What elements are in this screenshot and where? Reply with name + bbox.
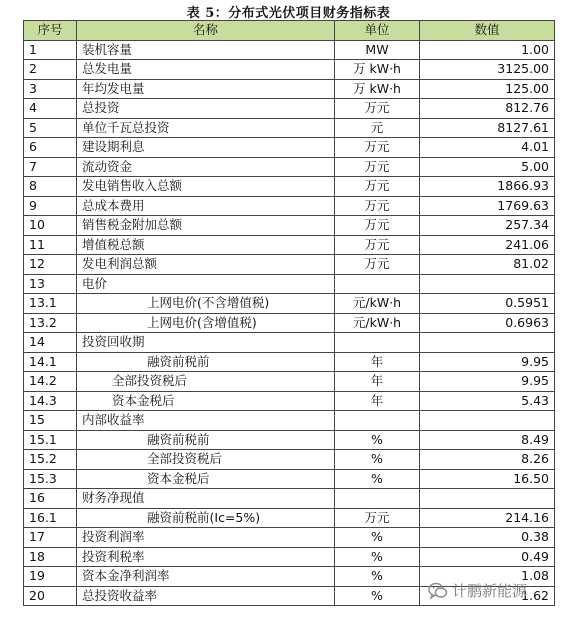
row-index: 14.2 bbox=[24, 372, 77, 392]
row-name: 发电销售收入总额 bbox=[77, 177, 335, 197]
table-row bbox=[24, 235, 555, 255]
row-index: 13.2 bbox=[24, 313, 77, 333]
table-row bbox=[24, 313, 555, 333]
row-value: 214.16 bbox=[420, 508, 555, 528]
row-index: 6 bbox=[24, 138, 77, 158]
wechat-icon bbox=[428, 582, 448, 600]
row-index: 20 bbox=[24, 586, 77, 606]
table-row bbox=[24, 508, 555, 528]
row-unit: % bbox=[335, 567, 420, 587]
financial-indicators-table bbox=[23, 20, 555, 606]
row-value bbox=[420, 274, 555, 294]
row-index: 10 bbox=[24, 216, 77, 236]
table-row bbox=[24, 294, 555, 314]
table-row bbox=[24, 196, 555, 216]
header-value: 数值 bbox=[420, 21, 555, 41]
row-unit bbox=[335, 333, 420, 353]
row-index: 3 bbox=[24, 79, 77, 99]
row-index: 19 bbox=[24, 567, 77, 587]
row-name: 融资前税前 bbox=[77, 352, 335, 372]
row-unit: 万元 bbox=[335, 99, 420, 119]
table-row bbox=[24, 333, 555, 353]
row-value: 8127.61 bbox=[420, 118, 555, 138]
watermark-text: 计鹏新能源 bbox=[452, 582, 528, 600]
row-name: 投资利税率 bbox=[77, 547, 335, 567]
row-unit: % bbox=[335, 586, 420, 606]
row-unit: 万元 bbox=[335, 177, 420, 197]
table-row bbox=[24, 177, 555, 197]
row-name: 投资回收期 bbox=[77, 333, 335, 353]
row-index: 17 bbox=[24, 528, 77, 548]
row-unit: 元/kW·h bbox=[335, 294, 420, 314]
row-value: 1866.93 bbox=[420, 177, 555, 197]
row-value: 0.49 bbox=[420, 547, 555, 567]
table-row bbox=[24, 40, 555, 60]
row-name: 融资前税前(Ic=5%) bbox=[77, 508, 335, 528]
table-row bbox=[24, 99, 555, 119]
row-value: 81.02 bbox=[420, 255, 555, 275]
table-row bbox=[24, 255, 555, 275]
row-name: 总投资 bbox=[77, 99, 335, 119]
row-value: 0.6963 bbox=[420, 313, 555, 333]
row-index: 16 bbox=[24, 489, 77, 509]
row-value: 5.43 bbox=[420, 391, 555, 411]
row-name: 全部投资税后 bbox=[77, 450, 335, 470]
row-unit: % bbox=[335, 430, 420, 450]
row-unit bbox=[335, 411, 420, 431]
row-index: 2 bbox=[24, 60, 77, 80]
row-name: 全部投资税后 bbox=[77, 372, 335, 392]
row-value: 4.01 bbox=[420, 138, 555, 158]
row-index: 18 bbox=[24, 547, 77, 567]
row-value: 125.00 bbox=[420, 79, 555, 99]
row-unit: 万 kW·h bbox=[335, 60, 420, 80]
row-value: 9.95 bbox=[420, 372, 555, 392]
row-name: 流动资金 bbox=[77, 157, 335, 177]
row-name: 总投资收益率 bbox=[77, 586, 335, 606]
row-name: 建设期利息 bbox=[77, 138, 335, 158]
row-name: 融资前税前 bbox=[77, 430, 335, 450]
table-header-row bbox=[24, 21, 555, 41]
header-unit: 单位 bbox=[335, 21, 420, 41]
row-index: 12 bbox=[24, 255, 77, 275]
table-row bbox=[24, 216, 555, 236]
row-unit: 万元 bbox=[335, 138, 420, 158]
table-row bbox=[24, 118, 555, 138]
row-unit: % bbox=[335, 528, 420, 548]
row-unit: 元 bbox=[335, 118, 420, 138]
row-name: 发电利润总额 bbox=[77, 255, 335, 275]
row-unit: 万元 bbox=[335, 216, 420, 236]
row-name: 电价 bbox=[77, 274, 335, 294]
table-row bbox=[24, 450, 555, 470]
row-unit bbox=[335, 274, 420, 294]
row-value: 812.76 bbox=[420, 99, 555, 119]
row-value bbox=[420, 411, 555, 431]
table-row bbox=[24, 372, 555, 392]
row-value: 9.95 bbox=[420, 352, 555, 372]
table-row bbox=[24, 274, 555, 294]
row-unit: 万元 bbox=[335, 196, 420, 216]
row-unit bbox=[335, 489, 420, 509]
row-index: 15.2 bbox=[24, 450, 77, 470]
table-row bbox=[24, 352, 555, 372]
row-name: 内部收益率 bbox=[77, 411, 335, 431]
row-name: 装机容量 bbox=[77, 40, 335, 60]
row-value: 5.00 bbox=[420, 157, 555, 177]
row-unit: 万元 bbox=[335, 235, 420, 255]
row-name: 总成本费用 bbox=[77, 196, 335, 216]
row-name: 年均发电量 bbox=[77, 79, 335, 99]
row-index: 16.1 bbox=[24, 508, 77, 528]
row-index: 7 bbox=[24, 157, 77, 177]
row-name: 总发电量 bbox=[77, 60, 335, 80]
row-name: 投资利润率 bbox=[77, 528, 335, 548]
row-name: 销售税金附加总额 bbox=[77, 216, 335, 236]
row-name: 资本金税后 bbox=[77, 469, 335, 489]
table-title: 表 5：分布式光伏项目财务指标表 bbox=[186, 6, 391, 21]
row-index: 15.1 bbox=[24, 430, 77, 450]
row-name: 单位千瓦总投资 bbox=[77, 118, 335, 138]
header-name: 名称 bbox=[77, 21, 335, 41]
row-index: 13.1 bbox=[24, 294, 77, 314]
row-unit: 万元 bbox=[335, 255, 420, 275]
row-value: 241.06 bbox=[420, 235, 555, 255]
row-unit: 万元 bbox=[335, 157, 420, 177]
row-index: 15 bbox=[24, 411, 77, 431]
row-unit: 万 kW·h bbox=[335, 79, 420, 99]
row-value: 257.34 bbox=[420, 216, 555, 236]
watermark bbox=[428, 580, 527, 601]
row-index: 8 bbox=[24, 177, 77, 197]
row-index: 5 bbox=[24, 118, 77, 138]
table-row bbox=[24, 547, 555, 567]
table-row bbox=[24, 528, 555, 548]
row-value: 1.62 bbox=[420, 586, 555, 606]
row-unit: 元/kW·h bbox=[335, 313, 420, 333]
row-index: 14.1 bbox=[24, 352, 77, 372]
table-row bbox=[24, 60, 555, 80]
row-name: 增值税总额 bbox=[77, 235, 335, 255]
row-name: 财务净现值 bbox=[77, 489, 335, 509]
row-value: 16.50 bbox=[420, 469, 555, 489]
row-index: 11 bbox=[24, 235, 77, 255]
row-name: 上网电价(不含增值税) bbox=[77, 294, 335, 314]
row-value: 1.00 bbox=[420, 40, 555, 60]
row-index: 14.3 bbox=[24, 391, 77, 411]
row-name: 资本金净利润率 bbox=[77, 567, 335, 587]
row-unit: 年 bbox=[335, 372, 420, 392]
row-value: 8.26 bbox=[420, 450, 555, 470]
table-row bbox=[24, 489, 555, 509]
table-row bbox=[24, 430, 555, 450]
table-row bbox=[24, 391, 555, 411]
row-value bbox=[420, 489, 555, 509]
row-index: 9 bbox=[24, 196, 77, 216]
row-value: 1.08 bbox=[420, 567, 555, 587]
table-row bbox=[24, 411, 555, 431]
row-index: 14 bbox=[24, 333, 77, 353]
row-unit: % bbox=[335, 469, 420, 489]
row-value: 8.49 bbox=[420, 430, 555, 450]
table-row bbox=[24, 79, 555, 99]
row-value bbox=[420, 333, 555, 353]
row-unit: 年 bbox=[335, 352, 420, 372]
row-index: 13 bbox=[24, 274, 77, 294]
row-unit: 万元 bbox=[335, 508, 420, 528]
header-index: 序号 bbox=[24, 21, 77, 41]
row-unit: MW bbox=[335, 40, 420, 60]
table-row bbox=[24, 469, 555, 489]
row-unit: % bbox=[335, 547, 420, 567]
table-row bbox=[24, 138, 555, 158]
row-index: 4 bbox=[24, 99, 77, 119]
row-value: 0.38 bbox=[420, 528, 555, 548]
row-index: 1 bbox=[24, 40, 77, 60]
row-value: 1769.63 bbox=[420, 196, 555, 216]
row-unit: 年 bbox=[335, 391, 420, 411]
row-value: 0.5951 bbox=[420, 294, 555, 314]
row-name: 资本金税后 bbox=[77, 391, 335, 411]
table-row bbox=[24, 157, 555, 177]
row-unit: % bbox=[335, 450, 420, 470]
row-index: 15.3 bbox=[24, 469, 77, 489]
row-name: 上网电价(含增值税) bbox=[77, 313, 335, 333]
row-value: 3125.00 bbox=[420, 60, 555, 80]
